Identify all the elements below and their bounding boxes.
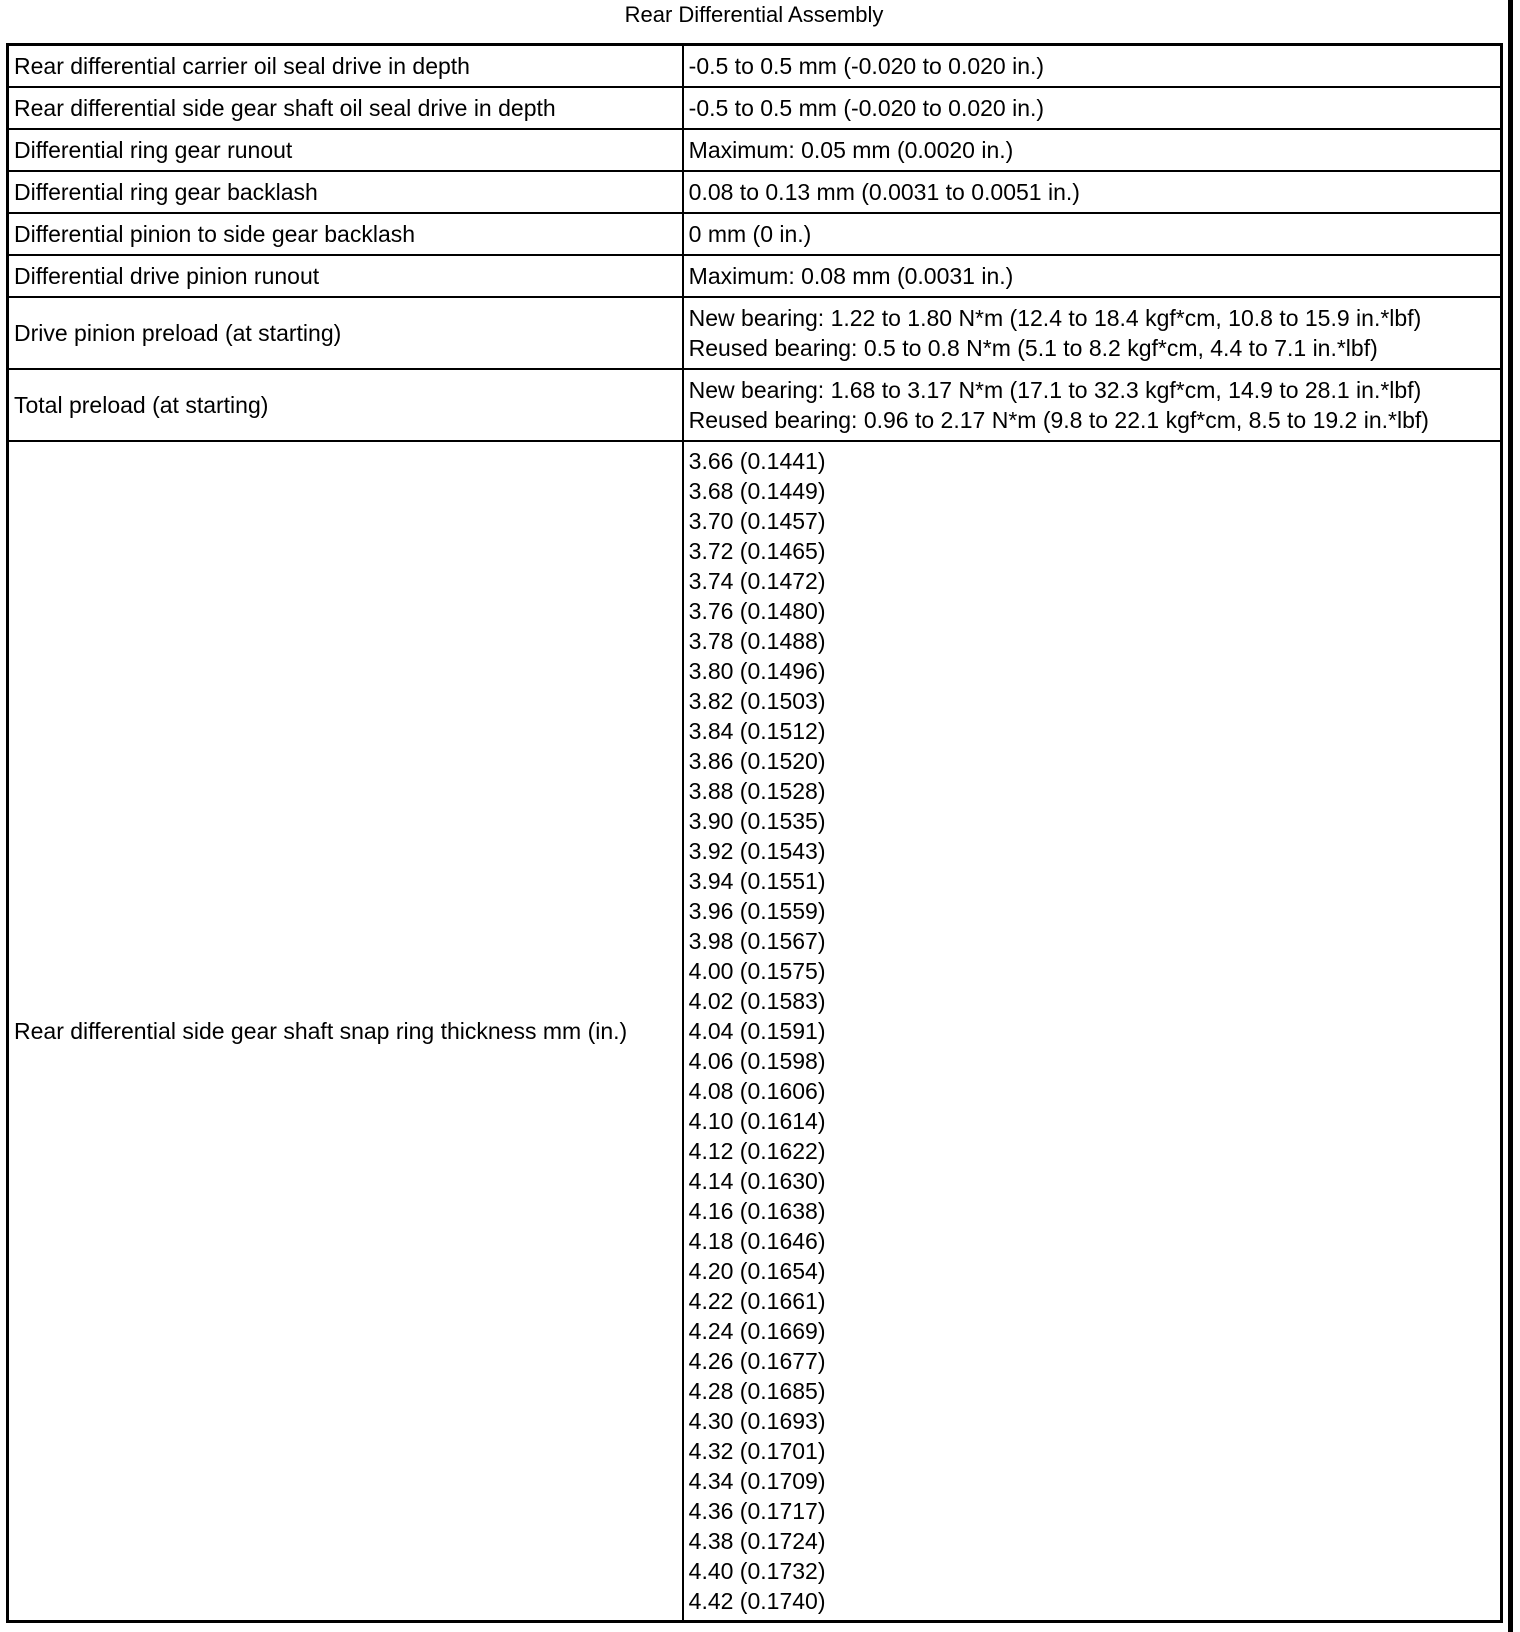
snap-ring-size: 4.34 (0.1709) [688, 1468, 826, 1494]
spec-label: Rear differential carrier oil seal drive in depth [8, 45, 683, 88]
snap-ring-size: 4.04 (0.1591) [688, 1018, 826, 1044]
snap-ring-size: 3.96 (0.1559) [688, 898, 826, 924]
spec-label: Differential ring gear backlash [8, 171, 683, 213]
snap-ring-size: 4.10 (0.1614) [688, 1108, 826, 1134]
spec-table [6, 43, 1503, 1623]
snap-ring-size: 3.72 (0.1465) [688, 538, 826, 564]
snap-ring-size: 3.84 (0.1512) [688, 718, 826, 744]
page-title: Rear Differential Assembly [624, 2, 884, 27]
spec-value [683, 297, 1502, 369]
value-line: New bearing: 1.68 to 3.17 N*m (17.1 to 32.3 kgf*cm, 14.9 to 28.1 in.*lbf) [688, 377, 1422, 403]
snap-ring-size: 4.24 (0.1669) [688, 1318, 826, 1344]
snap-ring-size: 4.16 (0.1638) [688, 1198, 826, 1224]
spec-label: Rear differential side gear shaft snap ring thickness mm (in.) [8, 441, 683, 1622]
snap-ring-size: 4.36 (0.1717) [688, 1498, 826, 1524]
snap-ring-size: 3.82 (0.1503) [688, 688, 826, 714]
spec-label: Total preload (at starting) [8, 369, 683, 441]
spec-label: Differential drive pinion runout [8, 255, 683, 297]
spec-label: Drive pinion preload (at starting) [8, 297, 683, 369]
spec-value-list [683, 441, 1502, 1622]
page-right-border [1508, 0, 1513, 1632]
snap-ring-size: 4.32 (0.1701) [688, 1438, 826, 1464]
table-row [8, 255, 1502, 297]
snap-ring-size: 3.68 (0.1449) [688, 478, 826, 504]
snap-ring-size: 3.76 (0.1480) [688, 598, 826, 624]
spec-label: Differential ring gear runout [8, 129, 683, 171]
spec-value: -0.5 to 0.5 mm (-0.020 to 0.020 in.) [683, 87, 1502, 129]
table-row [8, 87, 1502, 129]
snap-ring-size: 4.22 (0.1661) [688, 1288, 826, 1314]
snap-ring-size: 4.26 (0.1677) [688, 1348, 826, 1374]
snap-ring-size: 4.20 (0.1654) [688, 1258, 826, 1284]
spec-value: Maximum: 0.08 mm (0.0031 in.) [683, 255, 1502, 297]
snap-ring-size: 3.94 (0.1551) [688, 868, 826, 894]
snap-ring-size: 4.40 (0.1732) [688, 1558, 826, 1584]
table-row [8, 45, 1502, 88]
snap-ring-size: 3.78 (0.1488) [688, 628, 826, 654]
spec-value: Maximum: 0.05 mm (0.0020 in.) [683, 129, 1502, 171]
snap-ring-size: 4.18 (0.1646) [688, 1228, 826, 1254]
snap-ring-size: 4.02 (0.1583) [688, 988, 826, 1014]
spec-value: 0.08 to 0.13 mm (0.0031 to 0.0051 in.) [683, 171, 1502, 213]
spec-value: -0.5 to 0.5 mm (-0.020 to 0.020 in.) [683, 45, 1502, 88]
spec-label: Differential pinion to side gear backlash [8, 213, 683, 255]
snap-ring-size: 4.30 (0.1693) [688, 1408, 826, 1434]
spec-label: Rear differential side gear shaft oil seal drive in depth [8, 87, 683, 129]
snap-ring-size: 3.80 (0.1496) [688, 658, 826, 684]
snap-ring-size: 4.38 (0.1724) [688, 1528, 826, 1554]
table-row [8, 171, 1502, 213]
snap-ring-size: 4.08 (0.1606) [688, 1078, 826, 1104]
table-row [8, 297, 1502, 369]
snap-ring-size: 3.86 (0.1520) [688, 748, 826, 774]
snap-ring-size: 4.12 (0.1622) [688, 1138, 826, 1164]
value-line: New bearing: 1.22 to 1.80 N*m (12.4 to 18.4 kgf*cm, 10.8 to 15.9 in.*lbf) [688, 305, 1422, 331]
snap-ring-size: 3.66 (0.1441) [688, 448, 826, 474]
table-row [8, 129, 1502, 171]
snap-ring-size: 4.06 (0.1598) [688, 1048, 826, 1074]
snap-ring-size: 4.42 (0.1740) [688, 1588, 826, 1614]
table-row [8, 441, 1502, 1622]
table-row [8, 213, 1502, 255]
snap-ring-size: 4.00 (0.1575) [688, 958, 826, 984]
snap-ring-size: 4.28 (0.1685) [688, 1378, 826, 1404]
value-line: Reused bearing: 0.5 to 0.8 N*m (5.1 to 8.2 kgf*cm, 4.4 to 7.1 in.*lbf) [688, 335, 1378, 361]
snap-ring-size: 3.90 (0.1535) [688, 808, 826, 834]
spec-value: 0 mm (0 in.) [683, 213, 1502, 255]
snap-ring-size: 4.14 (0.1630) [688, 1168, 826, 1194]
snap-ring-size: 3.98 (0.1567) [688, 928, 826, 954]
value-line: Reused bearing: 0.96 to 2.17 N*m (9.8 to 22.1 kgf*cm, 8.5 to 19.2 in.*lbf) [688, 407, 1429, 433]
table-row [8, 369, 1502, 441]
spec-value [683, 369, 1502, 441]
snap-ring-size: 3.74 (0.1472) [688, 568, 826, 594]
snap-ring-size: 3.88 (0.1528) [688, 778, 826, 804]
snap-ring-size: 3.92 (0.1543) [688, 838, 826, 864]
snap-ring-size: 3.70 (0.1457) [688, 508, 826, 534]
